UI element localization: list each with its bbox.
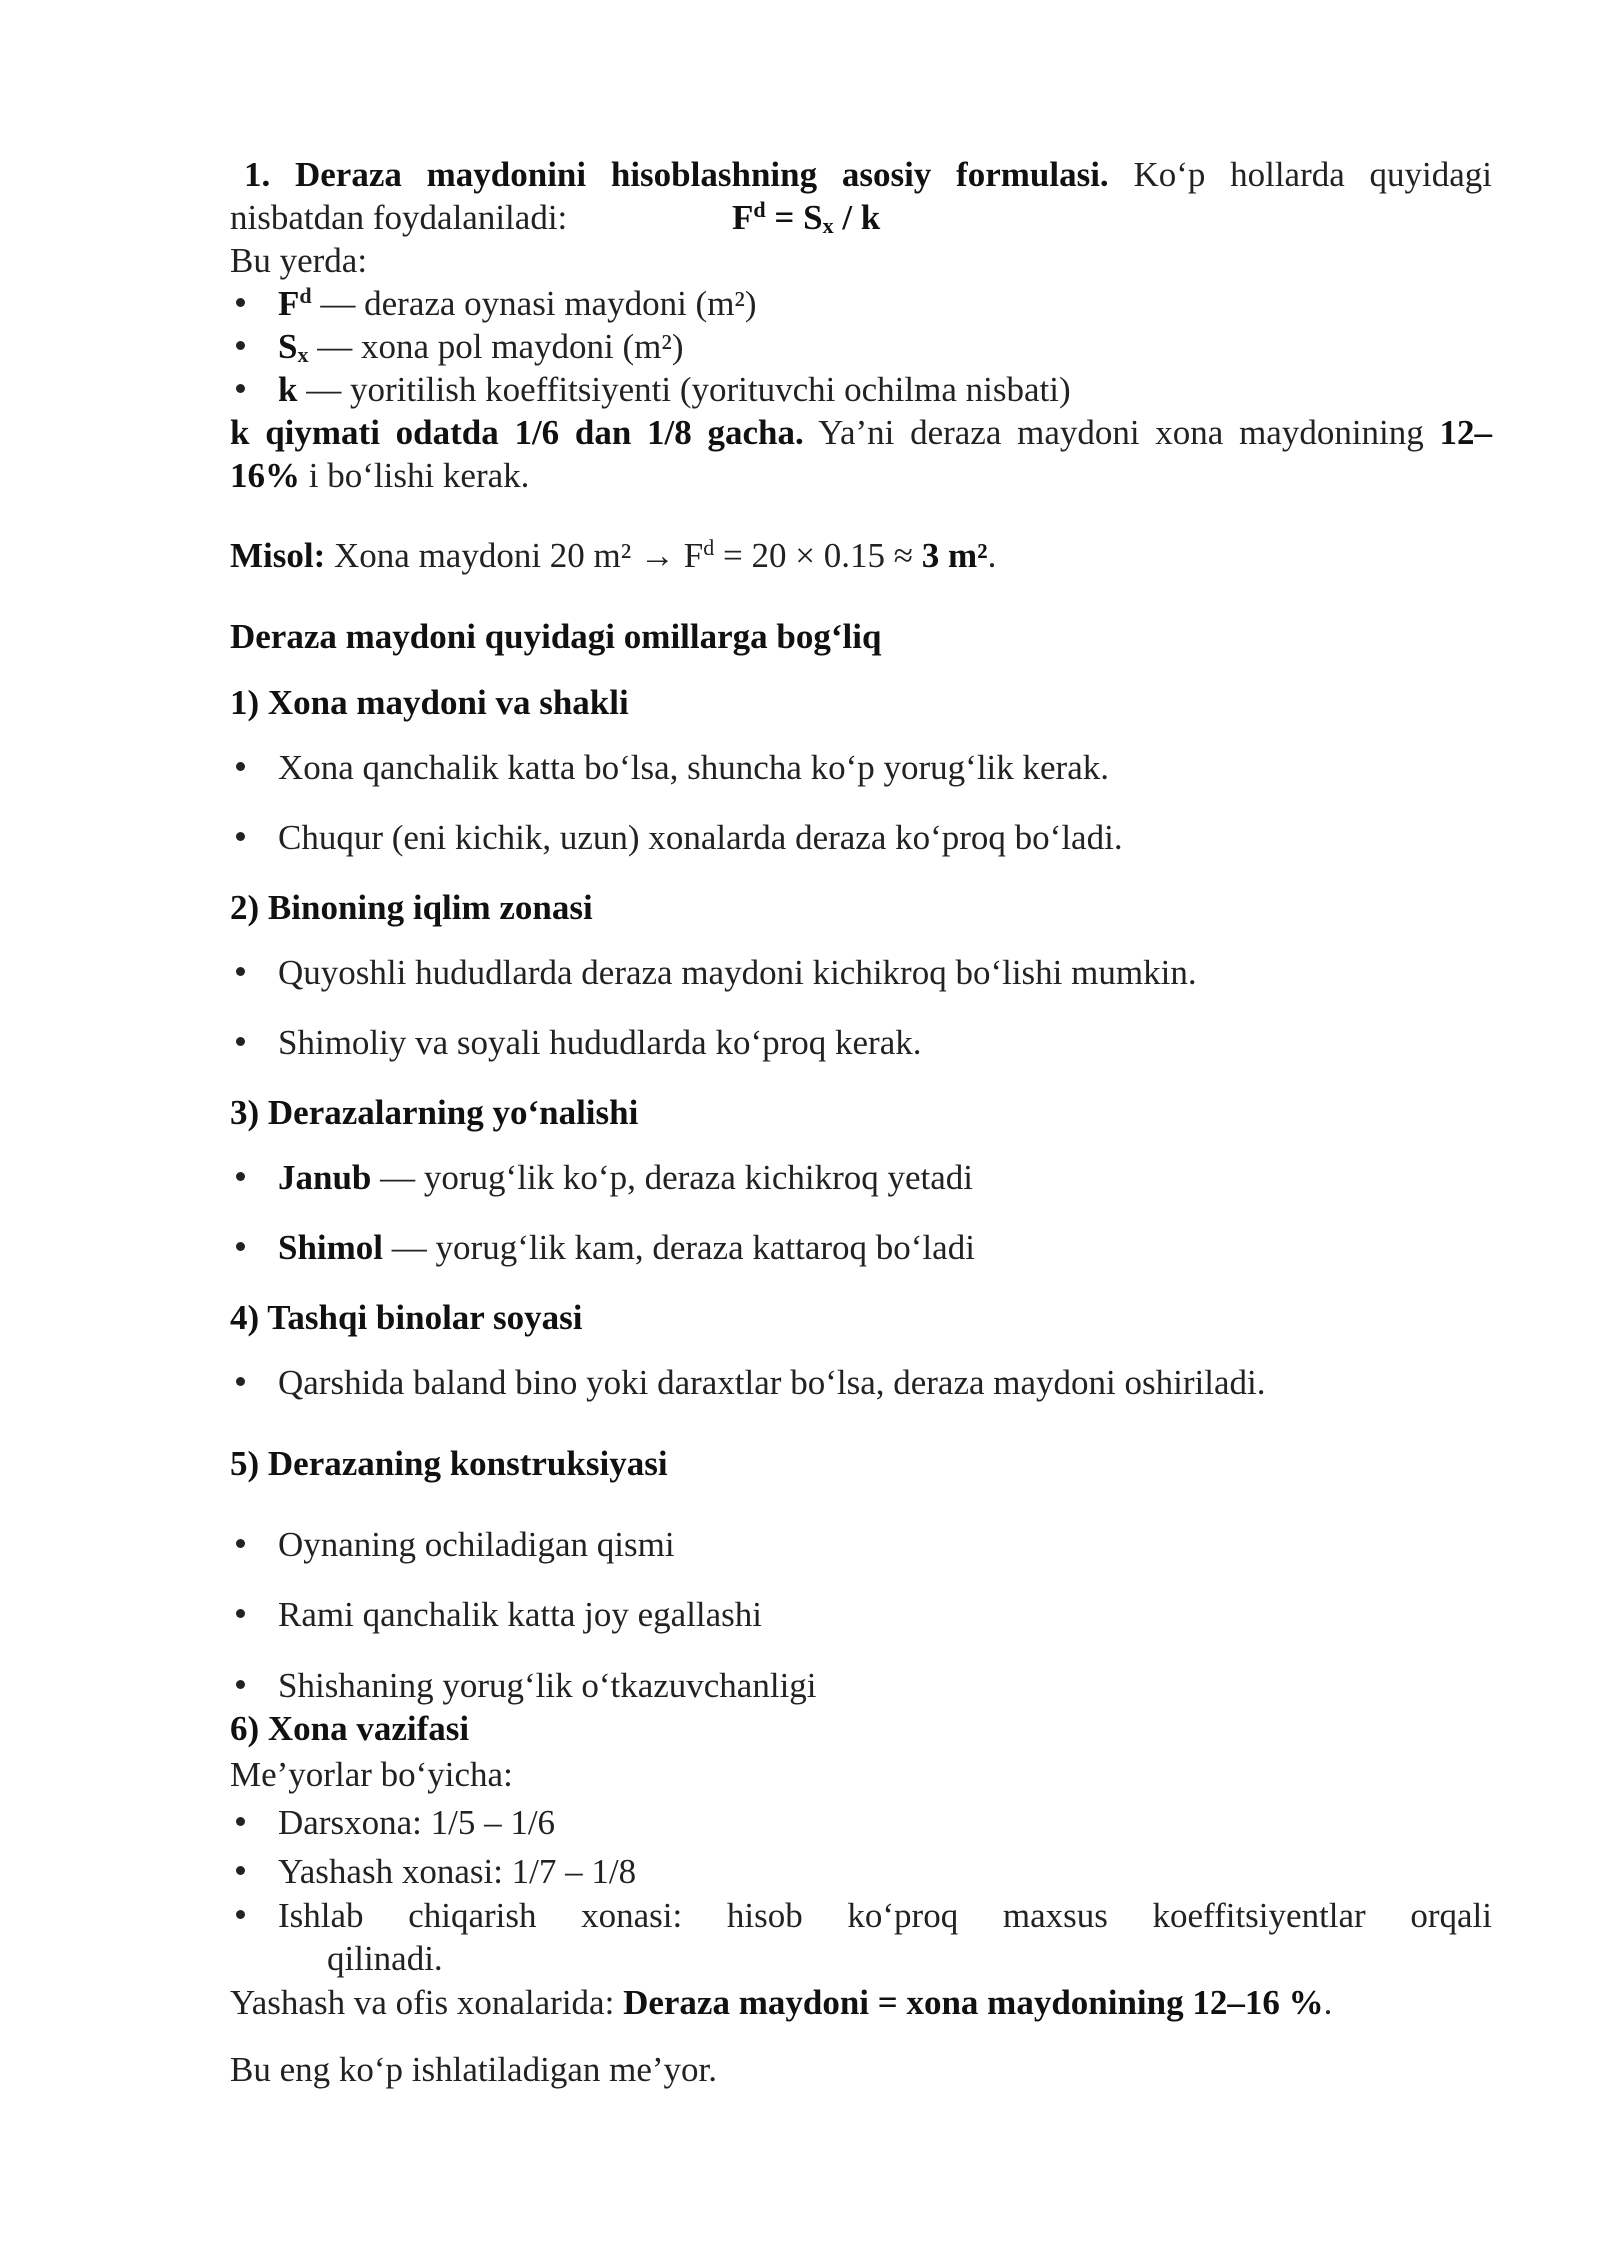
main-formula: $F^d = S_x / k$ (732, 197, 881, 238)
definition-item: $F^d$ — deraza oynasi maydoni (m²) (278, 282, 1492, 325)
bullet-icon (236, 298, 245, 307)
section-heading: 6) Xona vazifasi (230, 1709, 470, 1748)
list-item: Xona qanchalik katta bo‘lsa, shuncha ko‘p yorug‘lik kerak. (278, 746, 1492, 789)
bullet-icon (236, 1609, 245, 1618)
intro-text: Ko‘p hollarda quyidagi (1133, 155, 1493, 194)
list-item: Rami qanchalik katta joy egallashi (278, 1593, 1492, 1636)
norms-intro: Me’yorlar bo‘yicha: (230, 1755, 513, 1794)
intro-line-2 (230, 196, 1492, 239)
list-item: Shishaning yorug‘lik o‘tkazuvchanligi (278, 1664, 1492, 1707)
bullet-icon (236, 1377, 245, 1386)
section-heading: 1) Xona maydoni va shakli (230, 683, 629, 722)
bullet-icon (236, 967, 245, 976)
bullet-icon (236, 1242, 245, 1251)
section-heading: 4) Tashqi binolar soyasi (230, 1298, 583, 1337)
list-item: Janub — yorug‘lik ko‘p, deraza kichikroq yetadi (278, 1156, 1492, 1199)
section-heading: 2) Binoning iqlim zonasi (230, 888, 593, 927)
bullet-icon (236, 832, 245, 841)
bullet-icon (236, 762, 245, 771)
closing-line: Bu eng ko‘p ishlatiladigan me’yor. (230, 2050, 717, 2089)
bullet-icon (236, 1172, 245, 1181)
bullet-icon (236, 1037, 245, 1046)
section-heading: 3) Derazalarning yo‘nalishi (230, 1093, 639, 1132)
k-value-line-2: 16% i bo‘lishi kerak. (230, 456, 530, 495)
bullet-icon (236, 1910, 245, 1919)
conclusion-line: Yashash va ofis xonalarida: Deraza maydoni = xona maydonining 12–16 %. (230, 1983, 1333, 2022)
intro-line-1 (244, 153, 1492, 196)
bullet-icon (236, 384, 245, 393)
list-item: Oynaning ochiladigan qismi (278, 1523, 1492, 1566)
list-item: Darsxona: 1/5 – 1/6 (278, 1801, 1492, 1844)
bullet-icon (236, 341, 245, 350)
list-item-continuation: qilinadi. (327, 1939, 443, 1978)
bu-yerda-label: Bu yerda: (230, 241, 368, 280)
list-item: Shimoliy va soyali hududlarda ko‘proq kerak. (278, 1021, 1492, 1064)
bullet-icon (236, 1539, 245, 1548)
list-item: Ishlab chiqarish xonasi: hisob ko‘proq maxsus koeffitsiyentlar orqali (278, 1894, 1492, 1937)
factors-heading: Deraza maydoni quyidagi omillarga bog‘liq (230, 617, 882, 656)
example-result: 3 m² (921, 536, 988, 575)
list-item: Shimol — yorug‘lik kam, deraza kattaroq bo‘ladi (278, 1226, 1492, 1269)
list-item: Qarshida baland bino yoki daraxtlar bo‘lsa, deraza maydoni oshiriladi. (278, 1361, 1492, 1404)
k-value-line: k qiymati odatda 1/6 dan 1/8 gacha. Ya’ni deraza maydoni xona maydonining 12– (230, 413, 1492, 452)
section-heading: 5) Derazaning konstruksiyasi (230, 1444, 668, 1483)
bullet-icon (236, 1866, 245, 1875)
bullet-icon (236, 1680, 245, 1689)
list-item: Chuqur (eni kichik, uzun) xonalarda deraza ko‘proq bo‘ladi. (278, 816, 1492, 859)
list-item: Yashash xonasi: 1/7 – 1/8 (278, 1850, 1492, 1893)
definition-item: $S_x$ — xona pol maydoni (m²) (278, 325, 1492, 368)
conclusion-rule: Deraza maydoni = xona maydonining 12–16 % (623, 1983, 1324, 2022)
example-line: Misol: Xona maydoni 20 $m^2 \to F^d = 20 \times 0.15 \approx 3$ m². (230, 535, 997, 575)
definition-item: k — yoritilish koeffitsiyenti (yorituvchi ochilma nisbati) (278, 368, 1492, 411)
example-label: Misol: (230, 536, 326, 575)
intro-heading: 1. Deraza maydonini hisoblashning asosiy formulasi. (244, 155, 1109, 194)
intro-text-2: nisbatdan foydalaniladi: (230, 198, 568, 237)
bullet-icon (236, 1817, 245, 1826)
list-item: Quyoshli hududlarda deraza maydoni kichikroq bo‘lishi mumkin. (278, 951, 1492, 994)
